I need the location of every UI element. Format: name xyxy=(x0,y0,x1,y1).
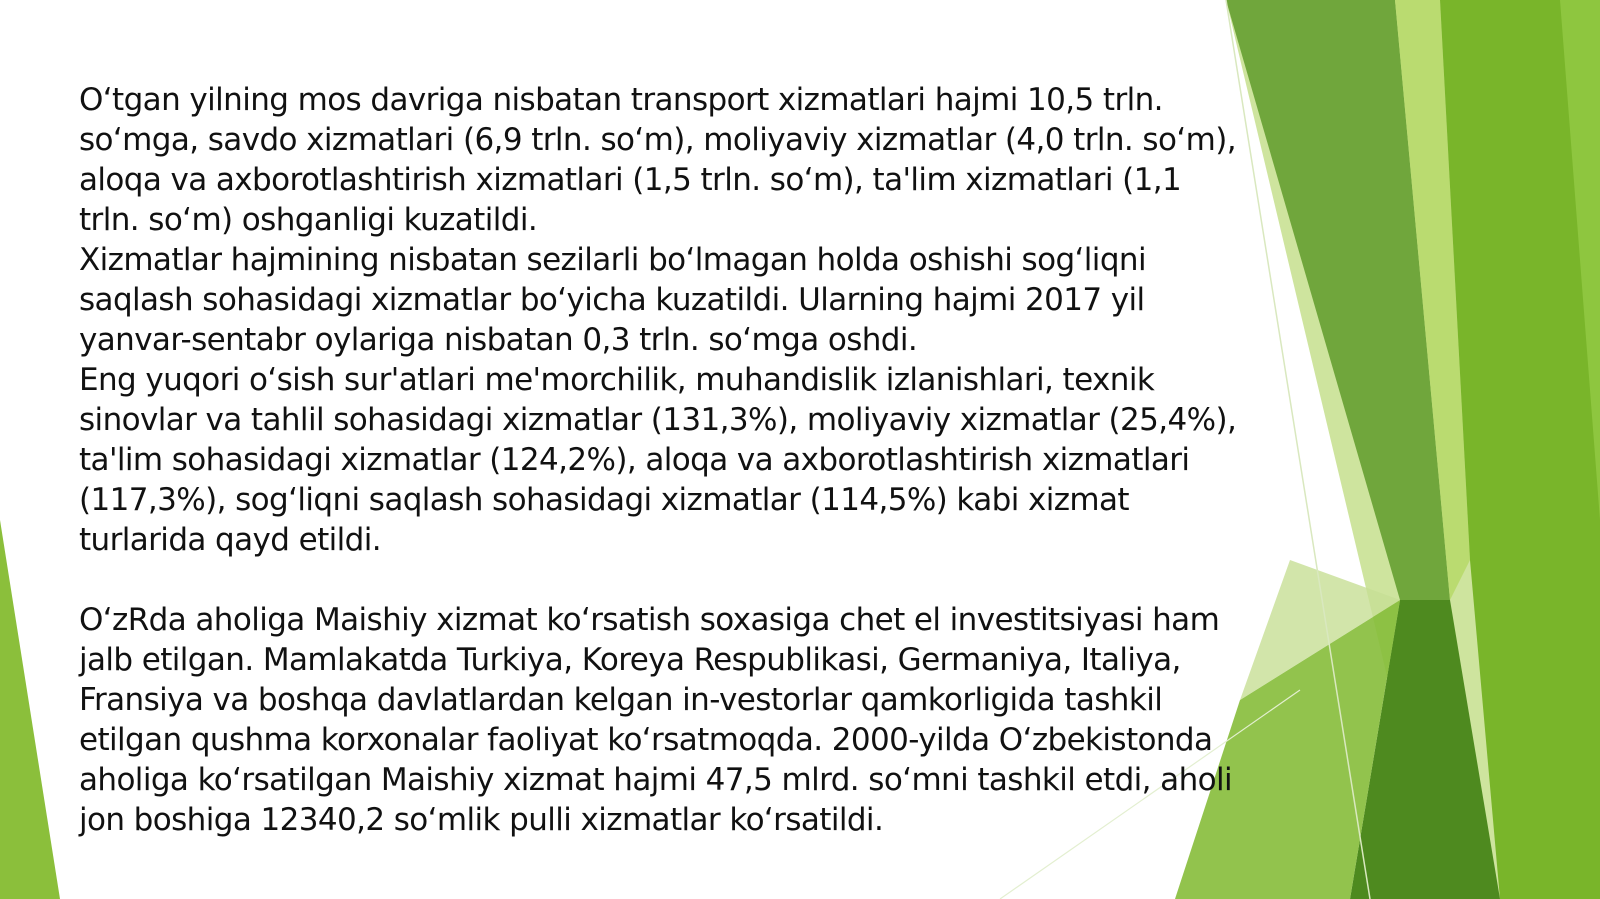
paragraph-transport-services: O‘tgan yilning mos davriga nisbatan transport xizmatlari hajmi 10,5 trln. so‘mga, savdo xizmatlari (6,9 trln. so‘m), moliyaviy xizmatlar (4,0 trln. so‘m), aloqa va axborotlashtirish xizmatlari (1,5 trln. so‘m), ta'lim xizmatlari (1,1 trln. so‘m) oshganligi kuzatildi. xyxy=(79,82,1236,238)
paragraph-spacer xyxy=(79,560,1239,600)
paragraph-foreign-investment: O‘zRda aholiga Maishiy xizmat ko‘rsatish soxasiga chet el investitsiyasi ham jalb etilgan. Mamlakatda Turkiya, Koreya Respublikasi, Germaniya, Italiya, Fransiya va boshqa davlatlardan kelgan in-vestorlar qamkorligida tashkil etilgan qushma korxonalar faoliyat ko‘rsatmoqda. 2000-yilda O‘zbekistonda aholiga ko‘rsatilgan Maishiy xizmat hajmi 47,5 mlrd. so‘mni tashkil etdi, aholi jon boshiga 12340,2 so‘mlik pulli xizmatlar ko‘rsatildi. xyxy=(79,602,1233,838)
paragraph-growth-rates: Eng yuqori o‘sish sur'atlari me'morchilik, muhandislik izlanishlari, texnik sinovlar va tahlil sohasidagi xizmatlar (131,3%), moliyaviy xizmatlar (25,4%), ta'lim sohasidagi xizmatlar (124,2%), aloqa va axborotlashtirish xizmatlari (117,3%), sog‘liqni saqlash sohasidagi xizmatlar (114,5%) kabi xizmat turlarida qayd etildi. xyxy=(79,362,1237,558)
slide-body-text xyxy=(79,80,1239,840)
paragraph-healthcare-services: Xizmatlar hajmining nisbatan sezilarli bo‘lmagan holda oshishi sog‘liqni saqlash sohasidagi xizmatlar bo‘yicha kuzatildi. Ularning hajmi 2017 yil yanvar-sentabr oylariga nisbatan 0,3 trln. so‘mga oshdi. xyxy=(79,242,1146,358)
left-green-shape xyxy=(0,520,60,899)
